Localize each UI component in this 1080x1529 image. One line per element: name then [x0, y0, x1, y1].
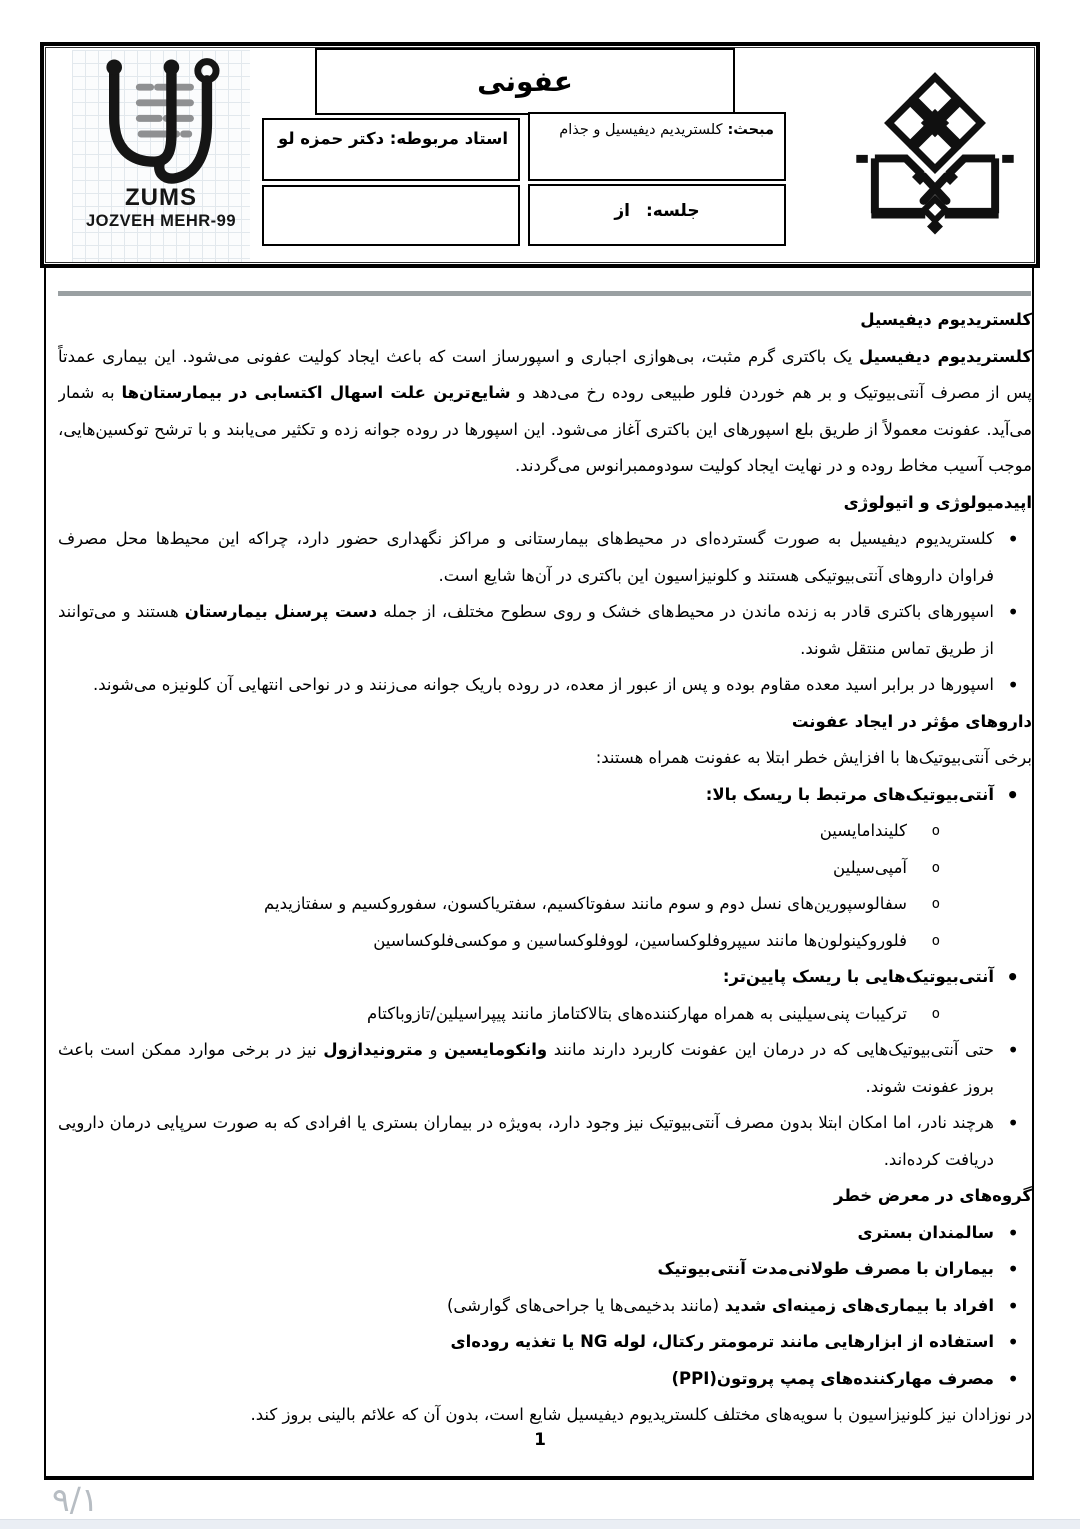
list-item: o ترکیبات پنی‌سیلینی به همراه مهارکننده‌های بتالاکتاماز مانند پیپراسیلین/تازوباکتام — [58, 996, 1032, 1033]
section-heading-drugs: داروهای مؤثر در ایجاد عفونت — [791, 711, 1032, 731]
section-heading-epidemiology: اپیدمیولوژی و اتیولوژی — [843, 492, 1032, 512]
drugs-list — [58, 777, 1032, 1179]
professor-label: استاد مربوطه: دکتر حمزه لو — [278, 129, 508, 148]
list-item: • افراد با بیماری‌های زمینه‌ای شدید (مانند بدخیمی‌ها یا جراحی‌های گوارشی) — [58, 1288, 1032, 1325]
empty-header-box — [262, 185, 520, 246]
session-value: از — [614, 201, 630, 221]
page-indicator: ۹/۱ — [52, 1480, 99, 1519]
list-item: • کلستریدیوم دیفیسیل به صورت گسترده‌ای در محیط‌های بیمارستانی و مراکز نگهداری حضور دارد، چراکه این محیط‌ها محل مصرف فراوان داروهای آنتی‌بیوتیکی هستند و کلونیزاسیون این باکتری در آن‌ها شایع است. — [58, 521, 1032, 594]
brand-subtitle: JOZVEH MEHR-99 — [85, 212, 237, 230]
viewer-edge — [0, 1519, 1080, 1529]
list-item: o کلیندامایسین — [58, 813, 1032, 850]
page-number: 1 — [534, 1430, 546, 1450]
topic-value: کلستریدیم دیفیسیل و جذام — [559, 122, 723, 138]
list-item-low-risk: • آنتی‌بیوتیک‌هایی با ریسک پایین‌تر: — [58, 959, 1032, 996]
list-item: • اسپورها در برابر اسید معده مقاوم بوده و پس از عبور از معده، در روده باریک جوانه می‌زنند و در نواحی انتهایی آن کلونیزه می‌شوند. — [58, 667, 1032, 704]
document-body — [58, 302, 1032, 1477]
epidemiology-list — [58, 521, 1032, 704]
topic-box — [528, 112, 786, 181]
brand-name: ZUMS — [125, 184, 197, 211]
university-emblem-icon — [846, 54, 1024, 254]
zums-logo — [72, 50, 250, 262]
list-item: • سالمندان بستری — [58, 1215, 1032, 1252]
paragraph-cdiff: کلستریدیوم دیفیسیل یک باکتری گرم مثبت، بی‌هوازی اجباری و اسپورساز است که باعث ایجاد کولیت عفونی می‌شود. این بیماری عمدتاً پس از مصرف آنتی‌بیوتیک و بر هم خوردن فلور طبیعی روده رخ می‌دهد و شایع‌ترین علت اسهال اکتسابی در بیمارستان‌ها به شمار می‌آید. عفونت معمولاً از طریق بلع اسپورهای این باکتری آغاز می‌شود. این اسپورها در روده جوانه زده و تکثیر می‌یابند و با ترشح توکسین‌هایی، موجب آسیب مخاط روده و در نهایت ایجاد کولیت سودوممبرانوس می‌گردند. — [58, 346, 1032, 475]
list-item: o آمپی‌سیلین — [58, 850, 1032, 887]
list-item: • استفاده از ابزارهایی مانند ترمومتر رکتال، لوله NG یا تغذیه روده‌ای — [58, 1324, 1032, 1361]
list-item: • بیماران با مصرف طولانی‌مدت آنتی‌بیوتیک — [58, 1251, 1032, 1288]
list-item: • هرچند نادر، اما امکان ابتلا بدون مصرف آنتی‌بیوتیک نیز وجود دارد، به‌ویژه در بیماران بستری یا افرادی که به صورت سرپایی درمان دارویی دریافت کرده‌اند. — [58, 1105, 1032, 1178]
header — [40, 42, 1040, 268]
topic-label: مبحث: — [727, 122, 774, 138]
drugs-intro: برخی آنتی‌بیوتیک‌ها با افزایش خطر ابتلا به عفونت همراه هستند: — [595, 748, 1032, 767]
session-box — [528, 184, 786, 246]
section-heading-cdiff: کلستریدیوم دیفیسیل — [860, 310, 1032, 329]
course-title-box — [315, 48, 735, 115]
professor-box — [262, 118, 520, 181]
list-item: • حتی آنتی‌بیوتیک‌هایی که در درمان این عفونت کاربرد دارند مانند وانکومایسین و مترونیدازول نیز در برخی موارد ممکن است باعث بروز عفونت شوند. — [58, 1032, 1032, 1105]
list-item: • اسپورهای باکتری قادر به زنده ماندن در محیط‌های خشک و روی سطوح مختلف، از جمله دست پرسنل بیمارستان هستند و می‌توانند از طریق تماس منتقل شوند. — [58, 594, 1032, 667]
session-label: جلسه: — [646, 201, 700, 221]
section-heading-risk-groups: گروه‌های در معرض خطر — [833, 1186, 1032, 1205]
list-item: o سفالوسپورین‌های نسل دوم و سوم مانند سفوتاکسیم، سفتریاکسون، سفوروکسیم و سفتازیدیم — [58, 886, 1032, 923]
course-title: عفونی — [477, 65, 573, 98]
stethoscope-notes-icon — [85, 56, 237, 186]
separator-rule — [58, 291, 1031, 296]
newborn-note: در نوزادان نیز کلونیزاسیون با سویه‌های مختلف کلستریدیوم دیفیسیل شایع است، بدون آن که علائم بالینی بروز کند. — [250, 1405, 1032, 1424]
risk-groups-list — [58, 1215, 1032, 1398]
list-item: o فلوروکینولون‌ها مانند سیپروفلوکساسین، لووفلوکساسین و موکسی‌فلوکساسین — [58, 923, 1032, 960]
list-item: • مصرف مهارکننده‌های پمپ پروتون(PPI) — [58, 1361, 1032, 1398]
list-item-high-risk: • آنتی‌بیوتیک‌های مرتبط با ریسک بالا: — [58, 777, 1032, 814]
